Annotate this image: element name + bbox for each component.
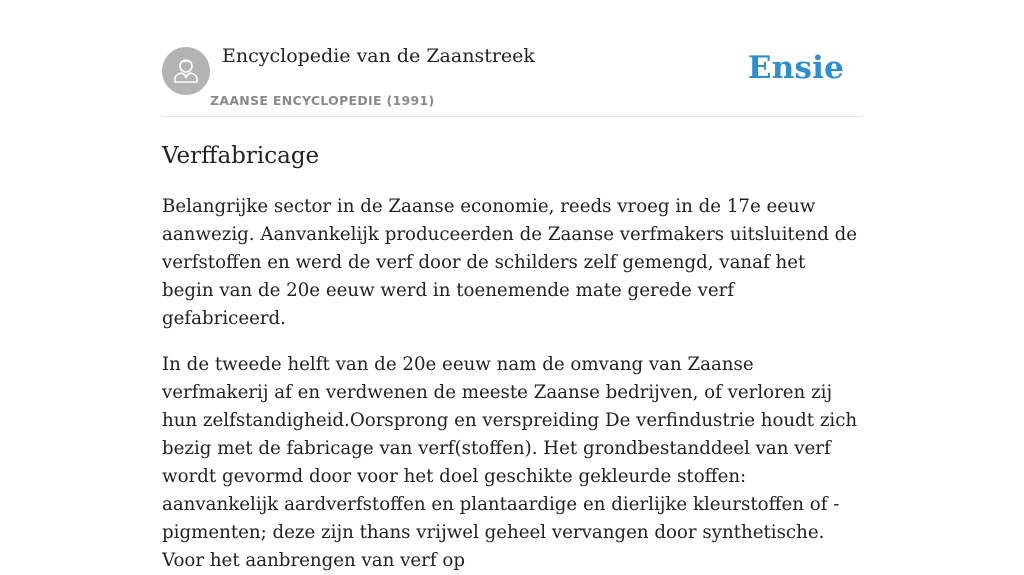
source-header (162, 0, 862, 117)
user-icon[interactable] (162, 47, 210, 95)
article-title: Verffabricage (162, 143, 320, 169)
source-subtitle: ZAANSE ENCYCLOPEDIE (1991) (210, 93, 435, 108)
article-page (162, 0, 862, 575)
source-title[interactable]: Encyclopedie van de Zaanstreek (222, 45, 535, 67)
ensie-logo[interactable]: Ensie (747, 50, 844, 86)
article-paragraph: In de tweede helft van de 20e eeuw nam de omvang van Zaanse verfmakerij af en verdwenen de meeste Zaanse bedrijven, of verloren zij hun zelfstandigheid.Oorsprong en verspreiding De verfindustrie houdt zich bezig met de fabricage van verf(stoffen). Het grondbestanddeel van verf wordt gevormd door voor het doel geschikte gekleurde stoffen: aanvankelijk aardverfstoffen en plantaardige en dierlijke kleurstoffen of -pigmenten; deze zijn thans vrijwel geheel vervangen door synthetische. Voor het aanbrengen van verf op (162, 354, 858, 571)
article-paragraph: Belangrijke sector in de Zaanse economie, reeds vroeg in de 17e eeuw aanwezig. Aanvankelijk produceerden de Zaanse verfmakers uitsluitend de verfstoffen en werd de verf door de schilders zelf gemengd, vanaf het begin van de 20e eeuw werd in toenemende mate gerede verf gefabriceerd. (162, 196, 858, 329)
